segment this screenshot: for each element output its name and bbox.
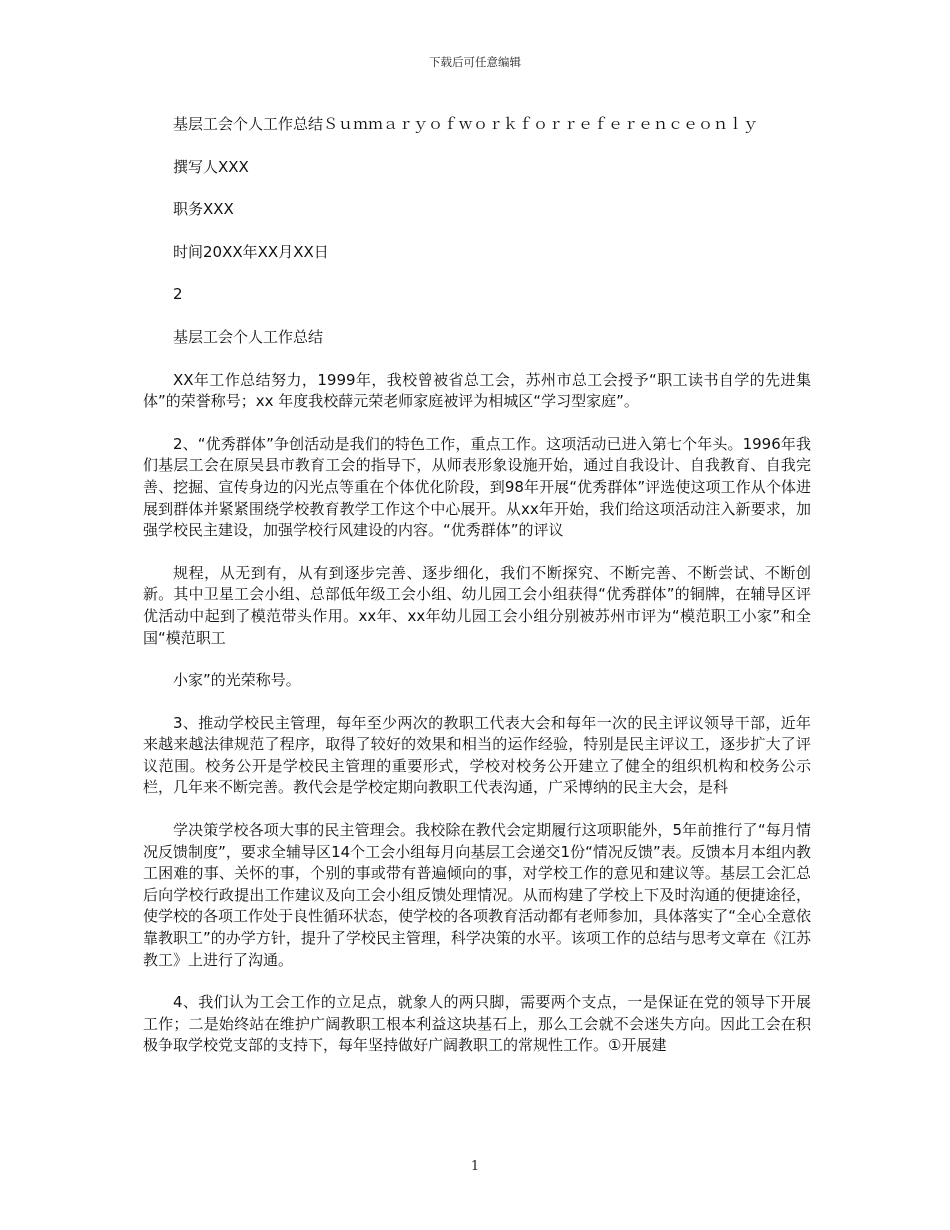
document-title-line: 基层工会个人工作总结Ｓｕｍｍａｒｙｏｆｗｏｒｋｆｏｒｒｅｆｅｒｅｎｃｅｏｎｌｙ (173, 115, 759, 133)
paragraph-7: 4、我们认为工会工作的立足点，就象人的两只脚，需要两个支点，一是保证在党的领导下开展工作；二是始终站在维护广阔教职工根本利益这块基石上，那么工会就不会迷失方向。因此工会在积极争取学校党支部的支持下，每年坚持做好广阔教职工的常规性工作。①开展建 (143, 993, 811, 1055)
date-line: 时间20XX年XX月XX日 (173, 242, 329, 261)
page-number: 1 (470, 1159, 480, 1174)
paragraph-2: 2、“优秀群体”争创活动是我们的特色工作，重点工作。这项活动已进入第七个年头。1996年我们基层工会在原吴县市教育工会的指导下，从师表形象设施开始，通过自我设计、自我教育、自我完善、挖掘、宣传身边的闪光点等重在个体优化阶段，到98年开展“优秀群体”评选使这项工作从个体进展到群体并紧紧围绕学校教育教学工作这个中心展开。从xx年开始，我们给这项活动注入新要求，加强学校民主建设，加强学校行风建设的内容。“优秀群体”的评议 (143, 434, 811, 540)
page-header: 下载后可任意编辑 (429, 55, 521, 69)
author-line: 撰写人XXX (173, 157, 249, 176)
section-title: 基层工会个人工作总结 (173, 327, 324, 346)
position-line: 职务XXX (173, 200, 234, 219)
paragraph-4: 小家”的光荣称号。 (173, 671, 301, 690)
section-number: 2 (173, 285, 183, 304)
document-body (143, 114, 811, 1078)
paragraph-5: 3、推动学校民主管理，每年至少两次的教职工代表大会和每年一次的民主评议领导干部，近年来越来越法律规范了程序，取得了较好的效果和相当的运作经验，特别是民主评议工，逐步扩大了评议范围。校务公开是学校民主管理的重要形式，学校对校务公开建立了健全的组织机构和校务公示栏，几年来不断完善。教代会是学校定期向教职工代表沟通，广采博纳的民主大会，是科 (143, 713, 811, 797)
paragraph-1: XX年工作总结努力，1999年，我校曾被省总工会，苏州市总工会授予“职工读书自学的先进集体”的荣誉称号；xx 年度我校薛元荣老师家庭被评为相城区“学习型家庭”。 (143, 370, 811, 411)
paragraph-3: 规程，从无到有，从有到逐步完善、逐步细化，我们不断探究、不断完善、不断尝试、不断创新。其中卫星工会小组、总部低年级工会小组、幼儿园工会小组获得“优秀群体”的铜牌，在辅导区评优活动中起到了模范带头作用。xx年、xx年幼儿园工会小组分别被苏州市评为“模范职工小家”和全国“模范职工 (143, 563, 811, 647)
paragraph-6: 学决策学校各项大事的民主管理会。我校除在教代会定期履行这项职能外，5年前推行了“每月情况反馈制度”，要求全辅导区14个工会小组每月向基层工会递交1份“情况反馈”表。反馈本月本组内教工困难的事、关怀的事，个别的事或带有普遍倾向的事，对学校工作的意见和建议等。基层工会汇总后向学校行政提出工作建议及向工会小组反馈处理情况。从而构建了学校上下及时沟通的便捷途径，使学校的各项工作处于良性循环状态，使学校的各项教育活动都有老师参加，具体落实了“全心全意依靠教职工”的办学方针，提升了学校民主管理，科学决策的水平。该项工作的总结与思考文章在《江苏教工》上进行了沟通。 (143, 821, 811, 969)
